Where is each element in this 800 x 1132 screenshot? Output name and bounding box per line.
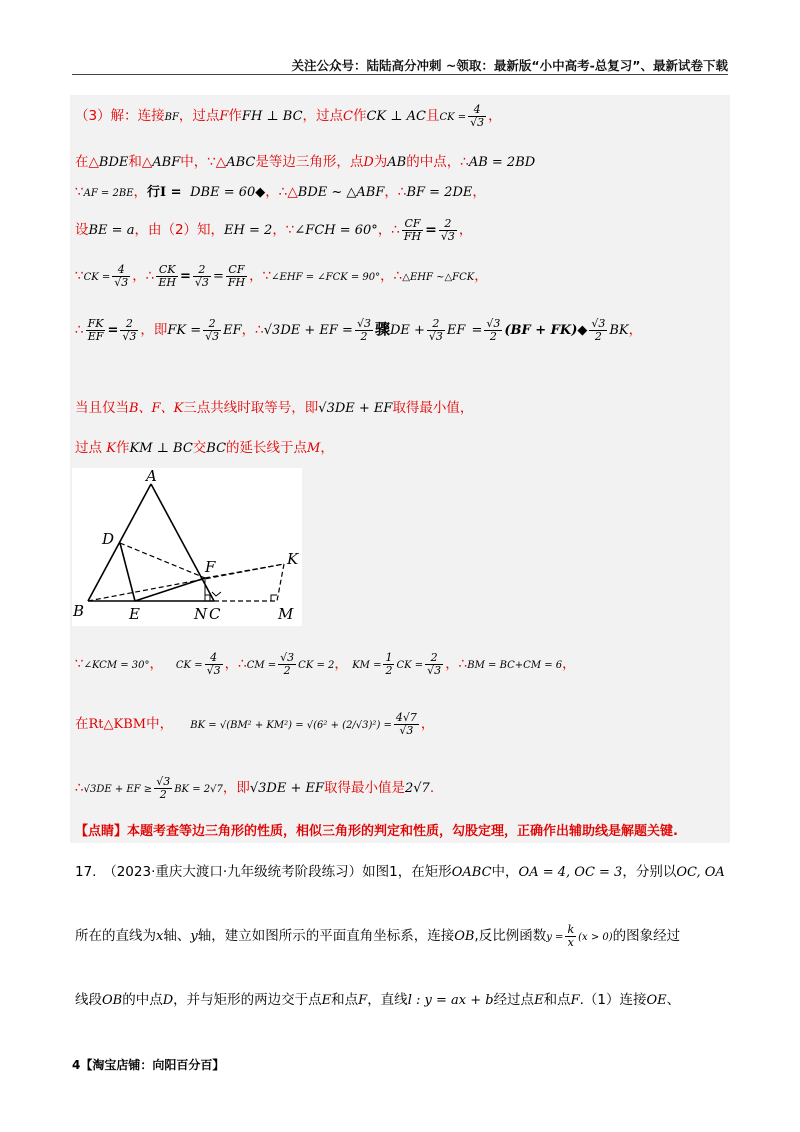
- fraction: $\frac{1}{2}$: [385, 651, 393, 677]
- math: KM ⊥ BC: [129, 441, 193, 456]
- math: OE: [646, 993, 667, 1008]
- text: ，: [334, 656, 348, 673]
- solution-line-2: [75, 150, 535, 170]
- math: D: [363, 155, 374, 170]
- math: AB = 2BD: [468, 155, 536, 170]
- solution-line-1: [75, 104, 502, 128]
- text: 和点: [331, 992, 359, 1008]
- math: EF: [446, 323, 466, 339]
- math: =: [425, 222, 437, 239]
- header-divider: [72, 74, 728, 75]
- text: ∵: [75, 184, 84, 200]
- math: 2√7: [405, 781, 430, 797]
- text: ，: [133, 184, 148, 200]
- math: OABC: [451, 865, 492, 880]
- math: BF: [164, 112, 179, 124]
- text: 的延长线于点: [226, 440, 308, 456]
- text: ，∵: [272, 222, 295, 239]
- solution-line-11: [75, 776, 434, 800]
- text: 在: [75, 716, 89, 733]
- math: y: [190, 929, 198, 945]
- text: ∴: [75, 780, 84, 797]
- fraction: $\frac{4√7}{√3}$: [395, 711, 417, 737]
- math: AF = 2BE: [83, 188, 134, 199]
- geometry-figure: [72, 468, 302, 626]
- math: OC, OA: [676, 865, 725, 880]
- text: ，直线: [367, 992, 408, 1008]
- solution-line-10: [75, 712, 434, 736]
- text: 设: [75, 222, 89, 239]
- solution-line-4: [75, 218, 472, 242]
- fraction: $\frac{2}{√3}$: [427, 651, 442, 677]
- math: DBE = 60◆: [190, 185, 266, 200]
- text: ，∴: [377, 222, 400, 239]
- math: CK =: [396, 660, 424, 672]
- math: √3DE + EF: [249, 781, 324, 797]
- text: 中，: [491, 864, 519, 880]
- math: △EHF ~△FCK: [402, 272, 475, 284]
- label-n: N: [194, 605, 208, 623]
- text: ，并与矩形的两边交于点: [173, 992, 322, 1008]
- text: 的中点: [122, 992, 163, 1008]
- text: ,反比例函数: [474, 928, 547, 945]
- fraction: $\frac{k}{x}$: [567, 923, 575, 949]
- math: BF = 2DE: [406, 185, 473, 200]
- label-k: K: [287, 550, 299, 568]
- text: ，: [320, 440, 334, 456]
- text: ，: [472, 184, 486, 200]
- math: FH ⊥ BC: [241, 109, 303, 125]
- fraction: $\frac{√3}{2}$: [591, 317, 606, 343]
- text: 和点: [543, 992, 571, 1008]
- text: （3）解：连接: [75, 108, 165, 125]
- math: CK =: [83, 272, 111, 284]
- text: ，: [562, 656, 576, 673]
- text: 三点共线时取等号，即: [183, 400, 319, 416]
- math: F: [358, 993, 368, 1008]
- text: 作: [228, 108, 242, 125]
- text: ，分别以: [622, 864, 677, 880]
- text: ，: [628, 322, 643, 339]
- math: E: [534, 993, 544, 1008]
- text: ，过点: [302, 108, 344, 125]
- math: =: [471, 323, 483, 339]
- label-e: E: [129, 605, 140, 623]
- math: BK = √(BM² + KM²) = √(6² + (2/√3)²) =: [190, 720, 392, 732]
- text: 线段: [75, 992, 102, 1008]
- math: CK =: [175, 660, 203, 672]
- math: D: [162, 993, 174, 1008]
- math: C: [343, 109, 353, 125]
- page-header: 关注公众号：陆陆高分冲刺 ~领取：最新版“小中高考-总复习”、最新试卷下载: [291, 58, 728, 73]
- math: √3DE + EF ≥: [83, 784, 153, 796]
- math: DE +: [389, 323, 425, 339]
- question-line-2: [75, 924, 680, 948]
- math: K: [106, 441, 117, 456]
- math: AB: [387, 155, 407, 170]
- text: 当且仅当: [75, 400, 129, 416]
- math: EF: [223, 323, 242, 339]
- text: ，: [474, 268, 488, 285]
- fraction: $\frac{4}{√3}$: [470, 103, 485, 129]
- text: ，∵: [249, 268, 272, 285]
- solution-line-7: [75, 396, 473, 416]
- math: OB: [102, 993, 123, 1008]
- math: BM = BC+CM = 6: [467, 660, 563, 672]
- text: 是等边三角形，点: [255, 154, 364, 170]
- text: ，∴: [224, 656, 247, 673]
- question-line-1: [75, 860, 725, 880]
- solution-line-6: ∴ $\frac{FK}{EF}$ = $\frac{2}{√3}$ ，即FK = $\frac{2}{√3}$ EF，∴√3DE + EF = $\frac{√3}{2}$ 骤DE + $\frac{2}{√3}$ EF = $\frac{√3}{2}$ (BF + FK)◆ $\frac{√3}{2}$ BK，: [75, 317, 643, 343]
- fraction: $\frac{√3}{2}$: [486, 317, 501, 343]
- math: BE = a: [88, 223, 135, 239]
- math: CK ⊥ AC: [366, 109, 426, 125]
- solution-line-3: [75, 180, 486, 200]
- text: 取得最小值是: [324, 780, 405, 797]
- fraction: $\frac{2}{√3}$: [194, 263, 209, 289]
- label-a: A: [146, 468, 157, 485]
- page-footer: 4【淘宝店铺：向阳百分百】: [72, 1058, 225, 1072]
- fraction: $\frac{√3}{2}$: [356, 317, 371, 343]
- text: ，: [149, 656, 164, 673]
- question-line-3: [75, 988, 680, 1008]
- math: E: [321, 993, 332, 1008]
- math: BC: [206, 441, 227, 456]
- text: 且: [425, 108, 440, 125]
- text: ，: [420, 716, 435, 733]
- garbled-text: 行I =: [147, 185, 182, 200]
- fraction: $\frac{CK}{EH}$: [158, 263, 177, 289]
- text: 中，∵△: [180, 154, 227, 170]
- text: ，∴: [132, 268, 155, 285]
- math: OA = 4, OC = 3: [518, 865, 623, 880]
- math: Rt△KBM: [88, 717, 147, 733]
- math: y =: [546, 932, 564, 944]
- text: ，∴: [384, 184, 407, 200]
- math: KM =: [352, 660, 382, 672]
- text: ，∴: [380, 268, 403, 285]
- fraction: $\frac{√3}{2}$: [156, 775, 171, 801]
- text: ，∴△: [265, 184, 298, 200]
- math: CK = 2: [298, 660, 335, 672]
- text: 交: [192, 440, 207, 456]
- text: 经过点: [493, 992, 535, 1008]
- text: 轴，建立如图所示的平面直角坐标系，连接: [197, 928, 455, 945]
- text: ，即: [140, 322, 168, 339]
- text: 取得最小值，: [392, 400, 474, 416]
- text: ，: [488, 108, 502, 125]
- label-f: F: [205, 558, 216, 576]
- garbled-glyph: 骤: [374, 320, 390, 339]
- text: .（1）连接: [579, 992, 647, 1008]
- math: B、F、K: [129, 401, 184, 416]
- math: l : y = ax + b: [407, 993, 494, 1008]
- fraction: $\frac{CF}{FH}$: [403, 217, 422, 243]
- text: 作: [116, 440, 130, 456]
- text: 轴、: [163, 928, 191, 945]
- text: 在△: [75, 154, 99, 170]
- math: ∠KCM = 30°: [83, 660, 150, 672]
- label-m: M: [278, 605, 294, 623]
- text: 中，: [146, 716, 174, 733]
- math: ∠FCH = 60°: [294, 223, 378, 239]
- fraction: $\frac{2}{√3}$: [205, 317, 220, 343]
- solution-line-9: [75, 652, 576, 676]
- text: ∴: [75, 322, 84, 339]
- math: EH = 2: [224, 223, 273, 239]
- label-c: C: [209, 605, 221, 623]
- text: ，: [458, 222, 473, 239]
- text: ∵: [75, 268, 84, 285]
- math: F: [570, 993, 580, 1008]
- fraction: $\frac{CF}{FH}$: [227, 263, 246, 289]
- fraction: $\frac{FK}{EF}$: [87, 317, 104, 343]
- solution-line-8: [75, 436, 334, 456]
- text: ，过点: [178, 108, 220, 125]
- text: ，由（2）知，: [134, 222, 225, 239]
- math: x: [156, 929, 164, 945]
- text: 和△: [128, 154, 153, 170]
- solution-line-5: ∵CK = $\frac{4}{√3}$ ，∴ $\frac{CK}{EH}$ = $\frac{2}{√3}$ = $\frac{CF}{FH}$ ，∵∠EHF = ∠FCK = 90°，∴△EHF ~△FCK，: [75, 263, 488, 289]
- text: 所在的直线为: [75, 928, 156, 945]
- math: ∠EHF = ∠FCK = 90°: [271, 272, 381, 284]
- text: 17. （2023·重庆大渡口·九年级统考阶段练习）如图1，在矩形: [75, 864, 452, 880]
- math: BDE ~ △ABF: [297, 185, 385, 200]
- fraction: $\frac{4}{√3}$: [206, 651, 221, 677]
- math: (x > 0): [578, 932, 613, 944]
- math: M: [307, 441, 321, 456]
- triangle-diagram: [72, 468, 302, 626]
- text: ，∴: [445, 656, 468, 673]
- label-d: D: [102, 530, 115, 548]
- fraction: $\frac{2}{√3}$: [440, 217, 455, 243]
- math: FK =: [167, 323, 202, 339]
- math: √3DE + EF: [318, 401, 393, 416]
- math: BK: [609, 323, 629, 339]
- text: 的图象经过: [612, 928, 681, 945]
- fraction: $\frac{2}{√3}$: [428, 317, 443, 343]
- text: ∵: [75, 656, 84, 673]
- label-b: B: [73, 602, 85, 620]
- math: CK =: [439, 112, 467, 124]
- fraction: $\frac{2}{√3}$: [122, 317, 137, 343]
- text: .: [429, 780, 435, 797]
- fraction: $\frac{√3}{2}$: [280, 651, 295, 677]
- text: ，即: [222, 780, 250, 797]
- fraction: $\frac{4}{√3}$: [114, 263, 129, 289]
- math: OB: [454, 929, 475, 945]
- math: ABF: [152, 155, 181, 170]
- math: BK = 2√7: [174, 784, 223, 796]
- text: 作: [352, 108, 367, 125]
- text: 、: [666, 992, 681, 1008]
- math: BDE: [98, 155, 129, 170]
- text: 为: [373, 154, 388, 170]
- text: ，∴: [241, 322, 264, 339]
- solution-note: 【点睛】本题考查等边三角形的性质，相似三角形的判定和性质，勾股定理，正确作出辅助线是解题关键.: [75, 824, 678, 839]
- math: F: [219, 109, 229, 125]
- math: CM =: [246, 660, 277, 672]
- text: 过点: [75, 440, 102, 456]
- math: √3DE + EF =: [263, 323, 353, 339]
- math: ABC: [226, 155, 256, 170]
- text: 的中点，∴: [406, 154, 469, 170]
- math: (BF + FK)◆: [504, 323, 588, 339]
